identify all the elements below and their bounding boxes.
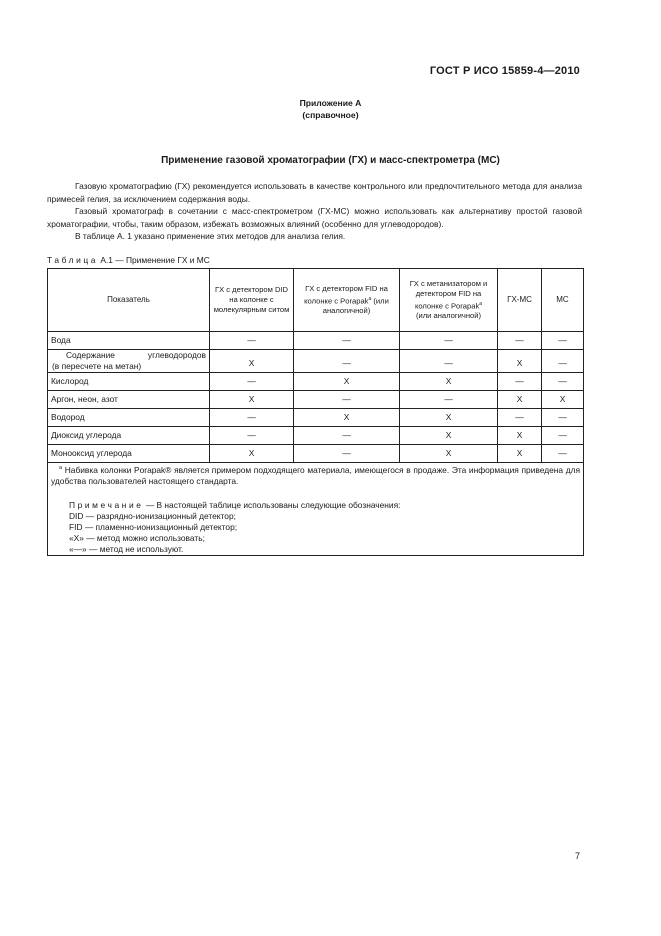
- cell-did: —: [210, 409, 294, 427]
- paragraph-2: Газовый хроматограф в сочетании с масс-спектрометром (ГХ-МС) можно использовать как альтернативу простой газовой хроматографии, чтобы, таким образом, избежать возможных влияний (особенно для углеводородов).: [47, 206, 582, 229]
- paragraph-3: В таблице А. 1 указано применение этих методов для анализа гелия.: [75, 231, 346, 241]
- cell-did: X: [210, 350, 294, 373]
- table-notes-row: [48, 463, 584, 556]
- cell-did: —: [210, 427, 294, 445]
- cell-gcms: X: [498, 350, 542, 373]
- cell-gcms: X: [498, 445, 542, 463]
- footnote-mark: a: [59, 465, 63, 471]
- annex-heading: [0, 97, 661, 121]
- table-row: [48, 350, 584, 373]
- row-label-line2: (в пересчете на метан): [52, 361, 142, 371]
- cell-did: X: [210, 391, 294, 409]
- note-line: «—» — метод не используют.: [69, 543, 184, 554]
- note-word: Примечание: [69, 499, 144, 510]
- cell-gcms: —: [498, 409, 542, 427]
- header-fid: [294, 269, 400, 332]
- cell-ms: —: [542, 427, 584, 445]
- cell-methanizer: X: [400, 409, 498, 427]
- cell-methanizer: —: [400, 332, 498, 350]
- footnote-text: Набивка колонки Porapak® является примером подходящего материала, имеющегося в продаже. Эта информация приведена для удобства пользователей настоящего стандарта.: [51, 464, 580, 486]
- cell-methanizer: X: [400, 427, 498, 445]
- page-number: 7: [575, 851, 581, 861]
- table-row: [48, 391, 584, 409]
- note-heading-text: — В настоящей таблице использованы следующие обозначения:: [145, 499, 401, 510]
- cell-gcms: —: [498, 373, 542, 391]
- cell-methanizer: —: [400, 391, 498, 409]
- paragraph-1: Газовую хроматографию (ГХ) рекомендуется использовать в качестве контрольного или предпочтительного метода для анализа примесей гелия, за исключением содержания воды.: [47, 181, 582, 204]
- cell-fid: —: [294, 427, 400, 445]
- header-methanizer-suffix: (или аналогичной): [415, 311, 482, 321]
- cell-gcms: X: [498, 427, 542, 445]
- note-line: «Х» — метод можно использовать;: [69, 532, 205, 543]
- header-did: ГХ с детектором DID на колонке с молекулярным ситом: [210, 269, 294, 332]
- header-methanizer-text: ГХ с метанизатором и детектором FID на колонке с Porapak: [409, 278, 488, 311]
- cell-did: —: [210, 373, 294, 391]
- cell-ms: —: [542, 350, 584, 373]
- cell-fid: —: [294, 391, 400, 409]
- row-label: Вода: [48, 332, 210, 350]
- cell-methanizer: —: [400, 350, 498, 373]
- methods-table: [47, 268, 584, 556]
- table-caption: [47, 255, 210, 265]
- cell-ms: —: [542, 332, 584, 350]
- cell-ms: —: [542, 409, 584, 427]
- cell-ms: —: [542, 445, 584, 463]
- table-row: [48, 445, 584, 463]
- row-label: Кислород: [48, 373, 210, 391]
- header-gcms: ГХ-МС: [498, 269, 542, 332]
- table-row: [48, 373, 584, 391]
- cell-methanizer: X: [400, 373, 498, 391]
- section-title: Применение газовой хроматографии (ГХ) и масс-спектрометра (МС): [161, 155, 500, 166]
- row-label-part2: углеводородов: [147, 350, 206, 360]
- table-row: [48, 332, 584, 350]
- annex-title: Приложение А: [299, 98, 362, 108]
- note-heading: [51, 500, 580, 511]
- cell-gcms: X: [498, 391, 542, 409]
- cell-ms: —: [542, 373, 584, 391]
- row-label: Водород: [48, 409, 210, 427]
- annex-status: (справочное): [302, 110, 359, 120]
- cell-methanizer: X: [400, 445, 498, 463]
- cell-gcms: —: [498, 332, 542, 350]
- table-footnote: [51, 463, 580, 487]
- row-label: Аргон, неон, азот: [48, 391, 210, 409]
- table-row: [48, 409, 584, 427]
- header-methanizer: [400, 269, 498, 332]
- note-line: FID — пламенно-ионизационный детектор;: [69, 521, 238, 532]
- header-fid-footnote-mark: a: [368, 295, 372, 302]
- table-header-row: [48, 269, 584, 332]
- header-ms: МС: [542, 269, 584, 332]
- table-notes: [48, 463, 584, 556]
- header-indicator: Показатель: [48, 269, 210, 332]
- header-fid-suffix: (или аналогичной): [322, 296, 389, 316]
- cell-did: X: [210, 445, 294, 463]
- row-label-part1: Содержание: [66, 350, 115, 360]
- document-id: ГОСТ Р ИСО 15859-4—2010: [429, 65, 580, 77]
- note-line: DID — разрядно-ионизационный детектор;: [69, 510, 236, 521]
- cell-fid: X: [294, 409, 400, 427]
- table-caption-text: А.1 — Применение ГХ и МС: [100, 255, 210, 265]
- cell-fid: X: [294, 373, 400, 391]
- row-label: [48, 350, 210, 373]
- cell-ms: X: [542, 391, 584, 409]
- header-fid-text: ГХ с детектором FID на колонке с Porapak: [304, 283, 388, 306]
- row-label: Монооксид углерода: [48, 445, 210, 463]
- cell-fid: —: [294, 445, 400, 463]
- cell-did: —: [210, 332, 294, 350]
- header-methanizer-footnote-mark: a: [479, 300, 483, 307]
- table-caption-word: Таблица: [47, 255, 99, 265]
- table-row: [48, 427, 584, 445]
- cell-fid: —: [294, 350, 400, 373]
- row-label: Диоксид углерода: [48, 427, 210, 445]
- cell-fid: —: [294, 332, 400, 350]
